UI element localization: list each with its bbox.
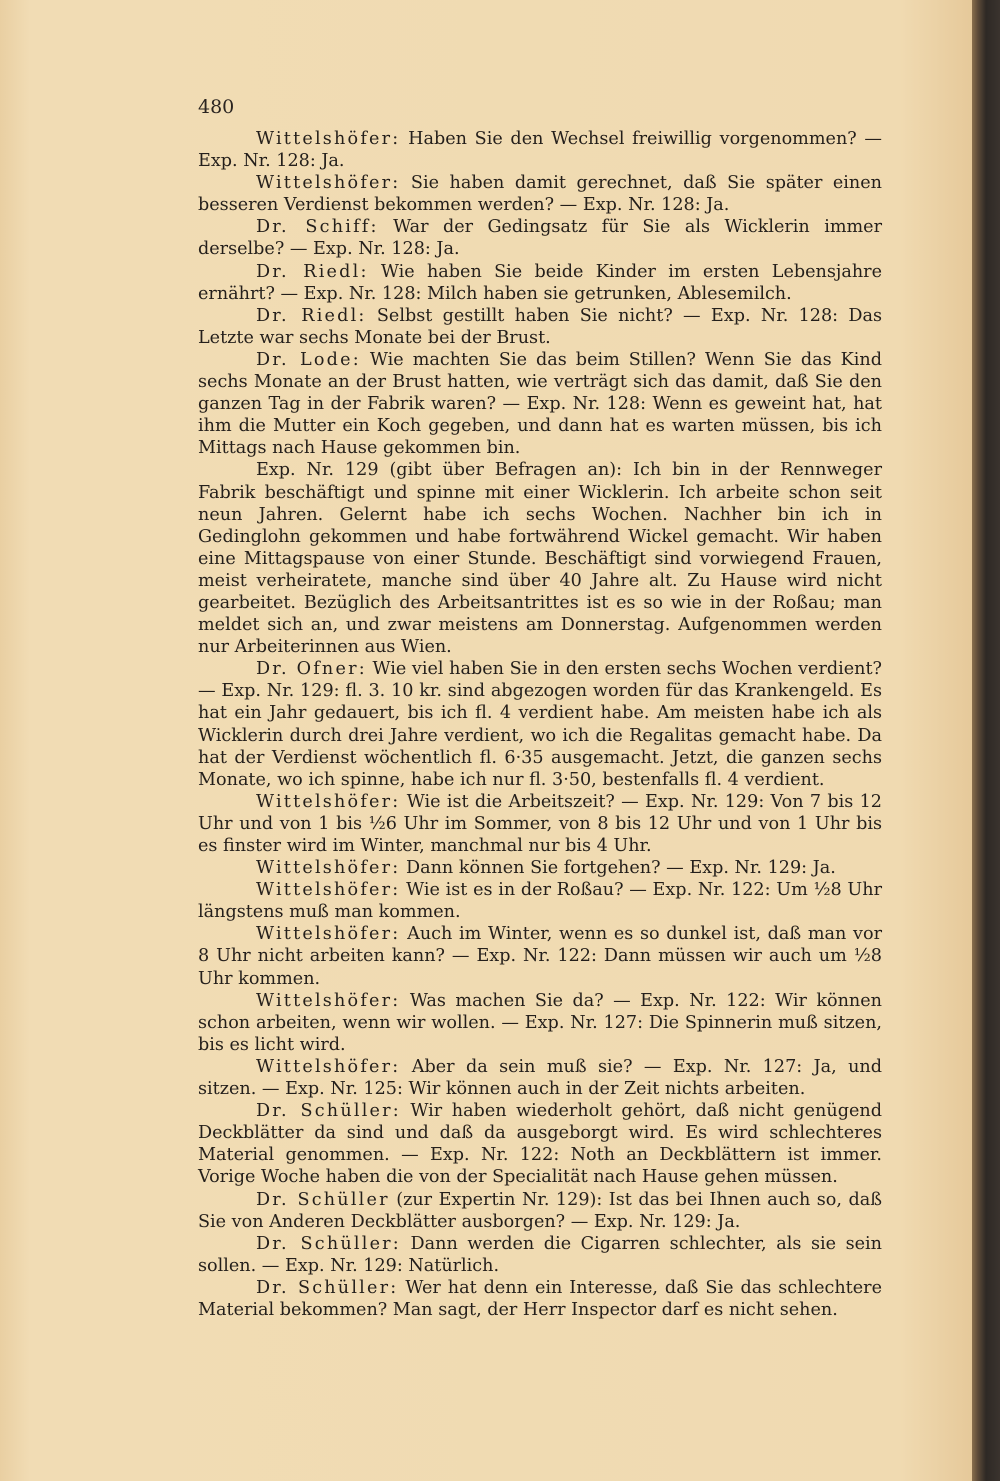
transcript-paragraph bbox=[198, 1100, 882, 1188]
speaker-name: Dr. Riedl: bbox=[256, 305, 367, 326]
speaker-name: Dr. Lode: bbox=[256, 349, 361, 370]
paragraph-text: Auch im Winter, wenn es so dunkel ist, daß man vor 8 Uhr nicht arbeiten kann? — Exp. Nr. 122: Dann müssen wir auch um ½8 Uhr kommen. bbox=[198, 924, 882, 989]
speaker-name: Dr. Ofner: bbox=[256, 659, 367, 680]
speaker-name: Wittelshöfer: bbox=[256, 880, 401, 901]
paragraph-text: War der Gedingsatz für Sie als Wicklerin immer derselbe? — Exp. Nr. 128: Ja. bbox=[198, 217, 883, 260]
transcript-paragraph bbox=[198, 857, 882, 879]
transcript-paragraph bbox=[198, 459, 882, 658]
book-binding-edge bbox=[972, 0, 1000, 1481]
speaker-name: Dr. Schüller: bbox=[256, 1277, 399, 1298]
speaker-name: Wittelshöfer: bbox=[256, 1056, 401, 1077]
speaker-name: Wittelshöfer: bbox=[256, 173, 401, 194]
paragraph-text: Sie haben damit gerechnet, daß Sie später einen besseren Verdienst bekommen werden? — Exp. Nr. 128: Ja. bbox=[198, 173, 882, 216]
transcript-paragraph bbox=[198, 791, 882, 857]
paragraph-text: Wie haben Sie beide Kinder im ersten Lebensjahre ernährt? — Exp. Nr. 128: Milch haben sie getrunken, Ablesemilch. bbox=[198, 261, 883, 304]
transcript-paragraph bbox=[198, 1189, 882, 1233]
transcript-paragraph bbox=[198, 216, 882, 260]
paragraph-text: Aber da sein muß sie? — Exp. Nr. 127: Ja, und sitzen. — Exp. Nr. 125: Wir können auch in der Zeit nichts arbeiten. bbox=[198, 1056, 883, 1100]
paragraph-text: (zur Expertin Nr. 129): Ist das bei Ihnen auch so, daß Sie von Anderen Deckblätter ausborgen? — Exp. Nr. 129: Ja. bbox=[198, 1189, 882, 1232]
paragraph-text: Wie ist die Arbeitszeit? — Exp. Nr. 129: Von 7 bis 12 Uhr und von 1 bis ½6 Uhr im Sommer, von 8 bis 12 Uhr und von 1 Uhr bis es finster wird im Winter, manchmal nur bis 4 Uhr. bbox=[198, 791, 882, 856]
paragraph-text: Haben Sie den Wechsel freiwillig vorgenommen? — Exp. Nr. 128: Ja. bbox=[198, 129, 882, 172]
paragraph-text: Wer hat denn ein Interesse, daß Sie das schlechtere Material bekommen? Man sagt, der Herr Inspector darf es nicht sehen. bbox=[198, 1277, 882, 1320]
transcript-paragraph bbox=[198, 658, 882, 791]
speaker-name: Wittelshöfer: bbox=[256, 791, 401, 812]
transcript-paragraph bbox=[198, 172, 882, 216]
paragraph-text: Selbst gestillt haben Sie nicht? — Exp. Nr. 128: Das Letzte war sechs Monate bei der Brust. bbox=[198, 305, 883, 348]
speaker-name: Dr. Schüller bbox=[256, 1189, 390, 1210]
speaker-name: Dr. Schüller: bbox=[256, 1233, 401, 1254]
transcript-paragraph bbox=[198, 1233, 882, 1277]
transcript-paragraph bbox=[198, 261, 882, 305]
transcript-paragraph bbox=[198, 879, 882, 923]
paragraph-text: Wie machten Sie das beim Stillen? Wenn Sie das Kind sechs Monate an der Brust hatten, wie verträgt sich das damit, daß Sie den ganzen Tag in der Fabrik waren? — Exp. Nr. 128: Wenn es geweint hat, hat ihm die Mutter ein Koch gegeben, und dann hat es warten müssen, bis ich Mittags nach Hause gekommen bin. bbox=[198, 349, 882, 459]
speaker-name: Dr. Schüller: bbox=[256, 1101, 401, 1122]
paragraph-text: Dann können Sie fortgehen? — Exp. Nr. 129: Ja. bbox=[406, 858, 836, 879]
transcript-paragraph bbox=[198, 990, 882, 1056]
transcript-paragraph bbox=[198, 305, 882, 349]
transcript-paragraph bbox=[198, 1277, 882, 1321]
page-number: 480 bbox=[198, 96, 235, 118]
speaker-name: Wittelshöfer: bbox=[256, 129, 401, 149]
transcript-body bbox=[198, 128, 882, 1321]
transcript-paragraph bbox=[198, 128, 882, 172]
speaker-name: Wittelshöfer: bbox=[256, 990, 401, 1011]
speaker-name: Dr. Riedl: bbox=[256, 261, 369, 282]
paragraph-text: Exp. Nr. 129 (gibt über Befragen an): Ich bin in der Rennweger Fabrik beschäftigt und spinne mit einer Wicklerin. Ich arbeite schon seit neun Jahren. Gelernt habe ich sechs Wochen. Nachher bin ich in Gedinglohn gekommen und habe fortwährend Wickel gemacht. Wir haben eine Mittagspause von einer Stunde. Beschäftigt sind vorwiegend Frauen, meist verheiratete, manche sind über 40 Jahre alt. Zu Hause wird nicht gearbeitet. Bezüglich des Arbeitsantrittes ist es so wie in der Roßau; man meldet sich an, und zwar meistens am Donnerstag. Aufgenommen werden nur Arbeiterinnen aus Wien. bbox=[198, 460, 882, 658]
transcript-paragraph bbox=[198, 923, 882, 989]
paragraph-text: Dann werden die Cigarren schlechter, als sie sein sollen. — Exp. Nr. 129: Natürlich. bbox=[198, 1233, 882, 1276]
speaker-name: Dr. Schiff: bbox=[256, 217, 379, 238]
paragraph-text: Wir haben wiederholt gehört, daß nicht genügend Deckblätter da sind und daß da ausgeborgt wird. Es wird schlechteres Material genommen. — Exp. Nr. 122: Noth an Deckblättern ist immer. Vorige Woche haben die von der Specialität nach Hause gehen müssen. bbox=[198, 1101, 882, 1188]
paragraph-text: Wie ist es in der Roßau? — Exp. Nr. 122: Um ½8 Uhr längstens muß man kommen. bbox=[198, 880, 882, 923]
paragraph-text: Was machen Sie da? — Exp. Nr. 122: Wir können schon arbeiten, wenn wir wollen. — Exp. Nr. 127: Die Spinnerin muß sitzen, bis es licht wird. bbox=[198, 990, 883, 1055]
speaker-name: Wittelshöfer: bbox=[256, 924, 401, 945]
speaker-name: Wittelshöfer: bbox=[256, 858, 401, 879]
transcript-paragraph bbox=[198, 349, 882, 459]
paragraph-text: Wie viel haben Sie in den ersten sechs Wochen verdient? — Exp. Nr. 129: fl. 3. 10 kr. sind abgezogen worden für das Krankengeld. Es hat ein Jahr gedauert, bis ich fl. 4 verdient habe. Am meisten habe ich als Wicklerin durch drei Jahre verdient, wo ich die Regalitas gemacht habe. Da hat der Verdienst wöchentlich fl. 6·35 ausgemacht. Jetzt, die ganzen sechs Monate, wo ich spinne, habe ich nur fl. 3·50, bestenfalls fl. 4 verdient. bbox=[198, 659, 882, 790]
transcript-paragraph bbox=[198, 1056, 882, 1100]
